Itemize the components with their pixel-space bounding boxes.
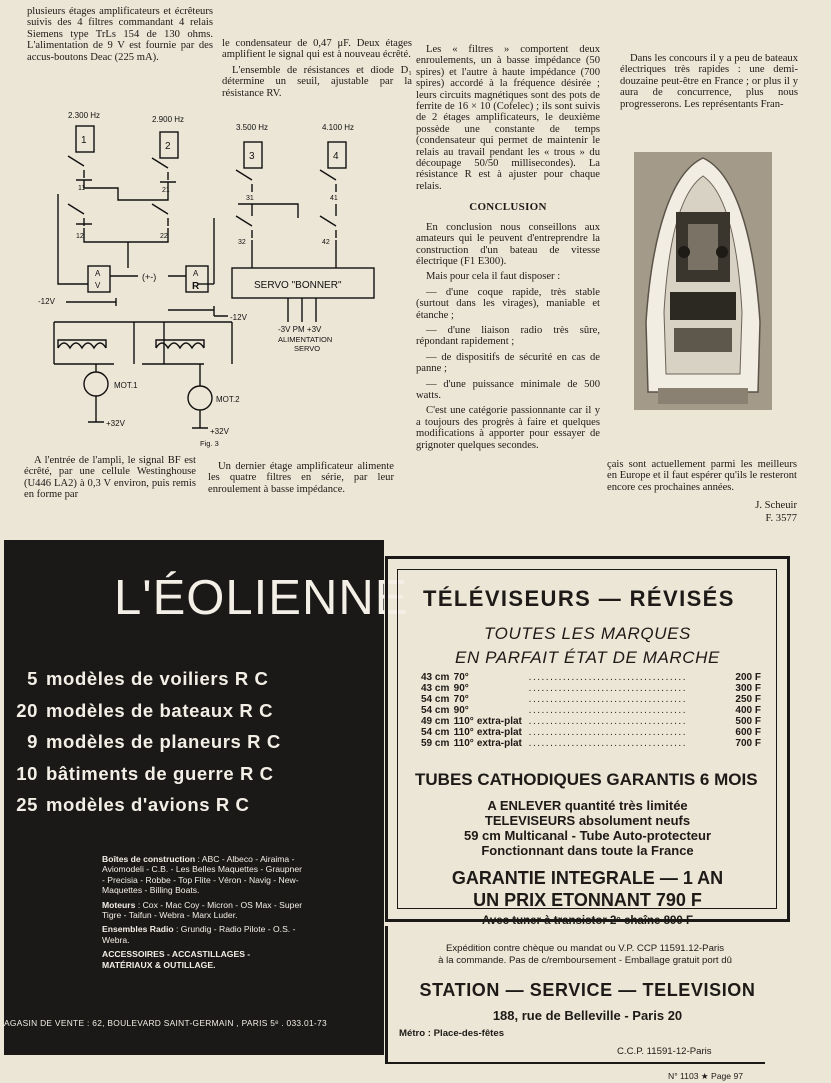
shipping-info bbox=[395, 943, 775, 967]
article-paragraph: — d'une coque rapide, très stable (surtout dans les virages), maniable et étanche ; bbox=[416, 286, 600, 321]
filter-label-1: 1 bbox=[81, 135, 87, 146]
filter-label-3: 3 bbox=[249, 151, 255, 162]
filter-label-2: 2 bbox=[165, 141, 171, 152]
supply-label-left: +32V bbox=[106, 419, 125, 428]
offer-line-1: A ENLEVER quantité très limitée bbox=[487, 798, 688, 813]
table-row: 54 cm 70° ..................................... 250 F bbox=[421, 694, 761, 705]
author-name: J. Scheuir bbox=[755, 500, 797, 512]
schematic-drawing bbox=[18, 108, 390, 448]
station-name: STATION — SERVICE — TELEVISION bbox=[419, 980, 756, 1000]
model-row: 9 modèles de planeurs R C bbox=[27, 731, 281, 752]
article-col3 bbox=[416, 44, 600, 451]
table-row: 43 cm 90° ..................................... 300 F bbox=[421, 683, 761, 694]
page-number: N° 1103 ★ Page 97 bbox=[668, 1071, 744, 1081]
article-paragraph: Un dernier étage amplificateur alimente les quatre filtres en série, par leur enroulement à basse impédance. bbox=[208, 461, 394, 495]
av-label-v: V bbox=[95, 281, 101, 290]
ar-label-a: A bbox=[193, 269, 199, 278]
article-col1-bottom bbox=[24, 455, 196, 501]
relay-label-11: 11 bbox=[78, 185, 86, 192]
article-paragraph: plusieurs étages amplificateurs et écrêteurs suivis des 4 filtres commandant 4 relais Siemens type TrLs 154 de 130 ohms. L'alimentation de 9 V est fournie par des accus-boutons Deac (225 mA). bbox=[27, 6, 213, 63]
metro-station: Métro : Place-des-fêtes bbox=[399, 1028, 505, 1039]
model-row: 10 bâtiments de guerre R C bbox=[16, 762, 274, 784]
article-col4-bottom bbox=[607, 459, 797, 525]
eolienne-brands bbox=[102, 854, 304, 970]
relay-label-31: 31 bbox=[246, 195, 254, 202]
tubes-guarantee: TUBES CATHODIQUES GARANTIS 6 MOIS bbox=[415, 770, 758, 789]
article-paragraph: A l'entrée de l'ampli, le signal BF est écrêté, par une cellule Westinghouse (U446 LA2) à 0,3 V environ, puis remis en forme par bbox=[24, 455, 196, 501]
relay-label-21: 21 bbox=[162, 187, 170, 194]
table-row: 54 cm 90° ..................................... 400 F bbox=[421, 705, 761, 716]
servo-supply-voltages: -3V PM +3V bbox=[278, 325, 322, 334]
motor-label-2: MOT.2 bbox=[216, 395, 240, 404]
eolienne-model-list bbox=[10, 668, 281, 826]
price-line: UN PRIX ETONNANT 790 F bbox=[473, 890, 702, 910]
tv-advertisement bbox=[385, 548, 795, 1068]
article-paragraph: — d'une puissance minimale de 500 watts. bbox=[416, 378, 600, 401]
circuit-schematic bbox=[18, 108, 390, 448]
guarantee-line: GARANTIE INTEGRALE — 1 AN bbox=[451, 868, 724, 888]
eolienne-store-address: AGASIN DE VENTE : 62, BOULEVARD SAINT-GERMAIN , PARIS 5ᵉ . 033.01-73 bbox=[4, 1018, 327, 1028]
article-signature bbox=[607, 499, 797, 525]
motor-label-1: MOT.1 bbox=[114, 381, 138, 390]
av-label-a: A bbox=[95, 269, 101, 278]
servo-supply-label: ALIMENTATION bbox=[278, 335, 333, 344]
article-col2-bottom bbox=[208, 461, 394, 495]
article-col2-top bbox=[222, 38, 412, 99]
table-row: 49 cm 110° extra-plat ..................................... 500 F bbox=[421, 716, 761, 727]
eolienne-title: L'ÉOLIENNE bbox=[114, 571, 409, 625]
freq-label-4: 4.100 Hz bbox=[322, 123, 355, 132]
article-paragraph: — de dispositifs de sécurité en cas de panne ; bbox=[416, 351, 600, 375]
article-paragraph: Dans les concours il y a peu de bateaux électriques très rapides : une demi-douzaine peut-être en France ; or plus il y aura de concurrence, plus nous progresserons. Les représentants Fran- bbox=[620, 53, 798, 110]
table-row: 43 cm 70° ..................................... 200 F bbox=[421, 672, 761, 683]
filter-label-4: 4 bbox=[333, 151, 339, 162]
table-row: 59 cm 110° extra-plat ..................................... 700 F bbox=[421, 738, 761, 749]
article-col1-top bbox=[27, 6, 213, 63]
table-row: 54 cm 110° extra-plat ..................................... 600 F bbox=[421, 727, 761, 738]
article-paragraph: Les « filtres » comportent deux enroulements, un à basse impédance (50 spires) et l'autre à haute impédance (700 spires) accordé à la fréquence désirée ; leurs circuits magnétiques sont des pots de ferrite de 16 × 10 (Cofelec) ; ils sont suivis de 2 étages amplificateurs, le deuxième possède une constante de temps (condensateur qui permet de maintenir le relais au travail pendant les « trous » du découpage 50/50 millisecondes). La résistance R est à ajuster pour chaque relais. bbox=[416, 44, 600, 192]
offer-line-3: 59 cm Multicanal - Tube Auto-protecteur bbox=[463, 828, 712, 843]
boat-photo-image bbox=[634, 152, 772, 410]
station-address: 188, rue de Belleville - Paris 20 bbox=[492, 1008, 683, 1023]
article-paragraph: le condensateur de 0,47 μF. Deux étages amplifient le signal qui est à nouveau écrêté. bbox=[222, 38, 412, 61]
relay-label-41: 41 bbox=[330, 195, 338, 202]
servo-supply-label-2: SERVO bbox=[294, 344, 321, 353]
accessories-line: ACCESSOIRES - ACCASTILLAGES - MATÉRIAUX & OUTILLAGE. bbox=[102, 949, 251, 970]
relay-label-32: 32 bbox=[238, 239, 246, 246]
tv-subtitle-1: TOUTES LES MARQUES bbox=[484, 624, 691, 643]
brands-construction: Boîtes de construction : ABC - Albeco - Airaima - Aviomodeli - C.B. - Les Belles Maquettes - Graupner - Precisia - Robbe - Top Flite - Véron - Navig - New-Maquettes - Billing Boats. bbox=[102, 854, 302, 896]
article-paragraph: — d'une liaison radio très sûre, répondant rapidement ; bbox=[416, 324, 600, 348]
model-row: 25 modèles d'avions R C bbox=[16, 794, 250, 815]
brands-radio: Ensembles Radio : Grundig - Radio Pilote - O.S. - Webra. bbox=[102, 924, 296, 945]
relay-label-42: 42 bbox=[322, 239, 330, 246]
tv-headline: TÉLÉVISEURS — RÉVISÉS bbox=[423, 586, 735, 611]
article-paragraph: L'ensemble de résistances et diode D₁ détermine un seuil, ajustable par la résistance RV. bbox=[222, 64, 412, 99]
tv-subtitle-2: EN PARFAIT ÉTAT DE MARCHE bbox=[455, 648, 720, 667]
supply-label-right: +32V bbox=[210, 427, 229, 436]
shipping-line-1: Expédition contre chèque ou mandat ou V.P. CCP 11591.12-Paris bbox=[445, 943, 725, 954]
author-code: F. 3577 bbox=[765, 513, 797, 525]
relay-label-22: 22 bbox=[160, 233, 168, 240]
tv-price-table bbox=[421, 672, 761, 749]
article-paragraph: Mais pour cela il faut disposer : bbox=[426, 271, 561, 283]
voltage-label-right: -12V bbox=[230, 313, 247, 322]
freq-label-3: 3.500 Hz bbox=[236, 123, 269, 132]
article-paragraph: çais sont actuellement parmi les meilleurs en Europe et il faut espérer qu'ils le resteront encore ces prochaines années. bbox=[607, 459, 797, 493]
polarity-label: (+-) bbox=[142, 272, 157, 282]
freq-label-1: 2.300 Hz bbox=[68, 111, 101, 120]
figure-caption: Fig. 3 bbox=[200, 439, 219, 448]
ad-border-bottom bbox=[385, 1062, 765, 1064]
model-row: 5 modèles de voiliers R C bbox=[27, 668, 269, 689]
relay-label-12: 12 bbox=[76, 233, 84, 240]
ccp-number: C.C.P. 11591-12-Paris bbox=[617, 1046, 712, 1057]
servo-label: SERVO "BONNER" bbox=[254, 280, 342, 291]
voltage-label-left: -12V bbox=[38, 297, 55, 306]
brands-motors: Moteurs : Cox - Mac Coy - Micron - OS Max - Super Tigre - Taifun - Webra - Marx Luder. bbox=[102, 899, 303, 921]
shipping-line-2: à la commande. Pas de c/remboursement - Emballage gratuit port dû bbox=[438, 955, 732, 966]
ar-label-r: R bbox=[192, 281, 200, 292]
offer-line-2: TELEVISEURS absolument neufs bbox=[484, 813, 691, 828]
article-paragraph: C'est une catégorie passionnante car il y a toujours des progrès à faire et quelques modifications à apporter pour essayer de grignoter quelques secondes. bbox=[416, 405, 600, 451]
article-col4-top bbox=[620, 53, 798, 110]
conclusion-heading: CONCLUSION bbox=[469, 201, 547, 214]
freq-label-2: 2.900 Hz bbox=[152, 115, 185, 124]
tuner-line: Avec tuner à transistor 2ᵉ chaîne 890 F bbox=[482, 915, 693, 927]
model-row: 20 modèles de bateaux R C bbox=[16, 699, 274, 721]
article-paragraph: En conclusion nous conseillons aux amateurs qui le peuvent d'entreprendre la construction d'un bateau de vitesse électrique (F1 E300). bbox=[416, 221, 600, 267]
offer-line-4: Fonctionnant dans toute la France bbox=[481, 843, 694, 858]
boat-photo bbox=[634, 152, 772, 410]
eolienne-advertisement bbox=[4, 540, 409, 1055]
